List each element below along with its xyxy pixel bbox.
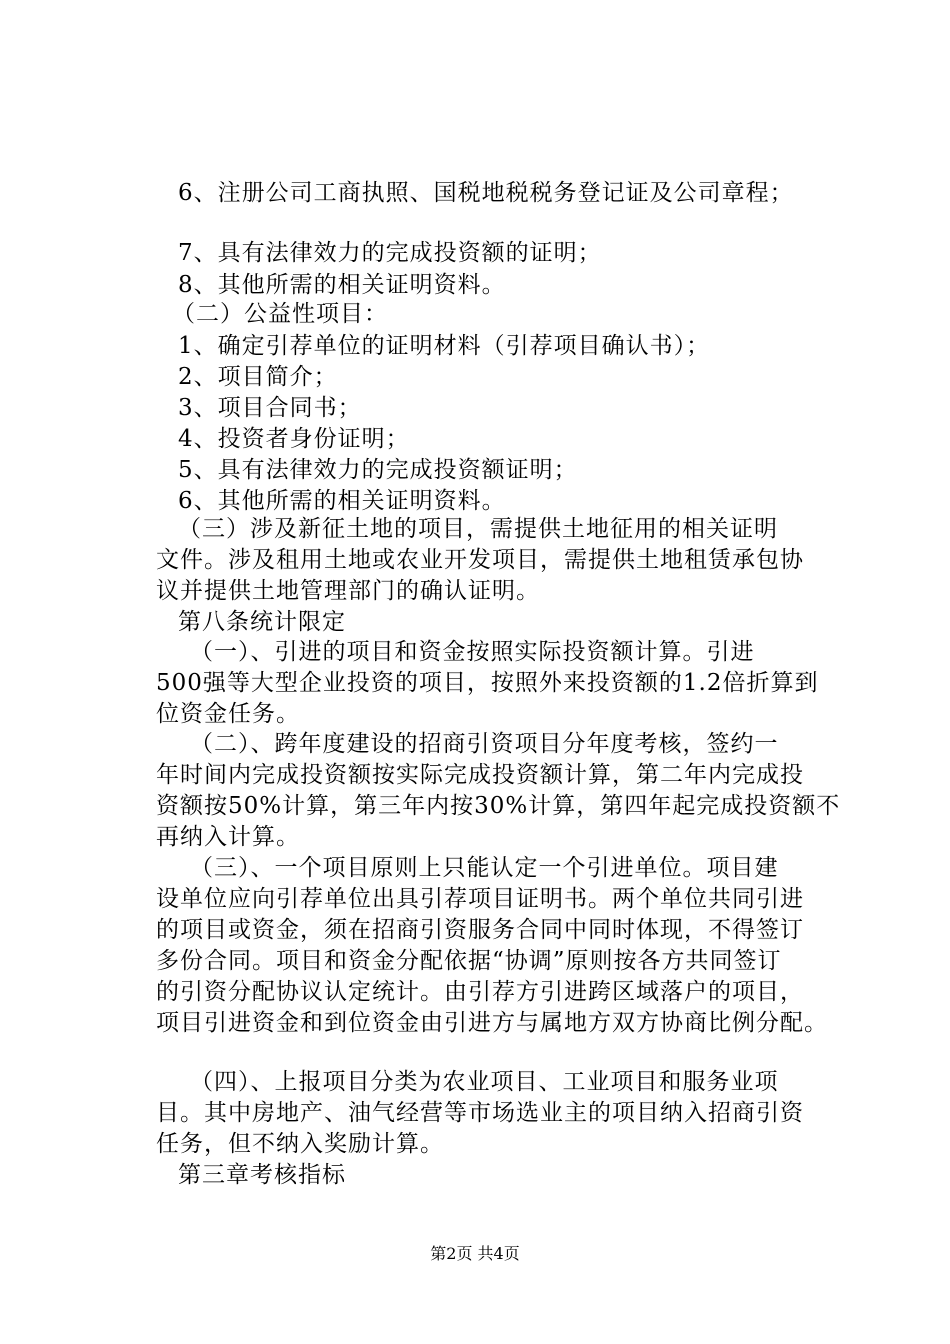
paragraph-land-line-3: 议并提供土地管理部门的确认证明。 xyxy=(156,578,540,604)
list-item-project-intro: 2、项目简介； xyxy=(178,364,338,390)
paragraph-3-line-3: 的项目或资金，须在招商引资服务合同中同时体现，不得签订 xyxy=(156,917,804,943)
paragraph-4-line-1: （四）、上报项目分类为农业项目、工业项目和服务业项 xyxy=(190,1069,779,1095)
list-item-investor-id: 4、投资者身份证明； xyxy=(178,426,410,452)
chapter-heading-assessment: 第三章考核指标 xyxy=(178,1162,346,1188)
page-number-footer: 第2页 共4页 xyxy=(430,1244,520,1263)
paragraph-2-line-3: 资额按50%计算，第三年内按30%计算，第四年起完成投资额不 xyxy=(156,793,841,819)
paragraph-3-line-6: 项目引进资金和到位资金由引进方与属地方双方协商比例分配。 xyxy=(156,1010,828,1036)
paragraph-3-line-1: （三）、一个项目原则上只能认定一个引进单位。项目建 xyxy=(190,855,779,881)
list-item-investment-proof: 7、具有法律效力的完成投资额的证明； xyxy=(178,240,602,266)
paragraph-4-line-2: 目。其中房地产、油气经营等市场选业主的项目纳入招商引资 xyxy=(156,1100,804,1126)
paragraph-3-line-2: 设单位应向引荐单位出具引荐项目证明书。两个单位共同引进 xyxy=(156,886,804,912)
paragraph-3-line-4: 多份合同。项目和资金分配依据“协调”原则按各方共同签订 xyxy=(156,948,782,974)
paragraph-3-line-5: 的引资分配协议认定统计。由引荐方引进跨区域落户的项目， xyxy=(156,979,804,1005)
list-item-registration-docs: 6、注册公司工商执照、国税地税税务登记证及公司章程； xyxy=(178,180,794,206)
paragraph-2-line-1: （二）、跨年度建设的招商引资项目分年度考核，签约一 xyxy=(190,731,779,757)
list-item-legal-proof: 5、具有法律效力的完成投资额证明； xyxy=(178,457,578,483)
paragraph-land-line-1: （三）涉及新征土地的项目，需提供土地征用的相关证明 xyxy=(178,516,778,542)
article-heading-statistics: 第八条统计限定 xyxy=(178,609,346,635)
section-heading-public-welfare: （二）公益性项目： xyxy=(172,301,388,327)
paragraph-1-line-2: 500强等大型企业投资的项目，按照外来投资额的1.2倍折算到 xyxy=(156,670,819,696)
paragraph-2-line-2: 年时间内完成投资额按实际完成投资额计算，第二年内完成投 xyxy=(156,762,804,788)
paragraph-1-line-1: （一）、引进的项目和资金按照实际投资额计算。引进 xyxy=(190,639,755,665)
list-item-other-docs-2: 6、其他所需的相关证明资料。 xyxy=(178,488,506,514)
paragraph-4-line-3: 任务，但不纳入奖励计算。 xyxy=(156,1131,444,1157)
paragraph-2-line-4: 再纳入计算。 xyxy=(156,824,300,850)
list-item-referral-proof: 1、确定引荐单位的证明材料（引荐项目确认书）； xyxy=(178,333,711,359)
list-item-other-docs: 8、其他所需的相关证明资料。 xyxy=(178,272,506,298)
paragraph-1-line-3: 位资金任务。 xyxy=(156,701,300,727)
paragraph-land-line-2: 文件。涉及租用土地或农业开发项目，需提供土地租赁承包协 xyxy=(156,547,804,573)
list-item-contract: 3、项目合同书； xyxy=(178,395,362,421)
